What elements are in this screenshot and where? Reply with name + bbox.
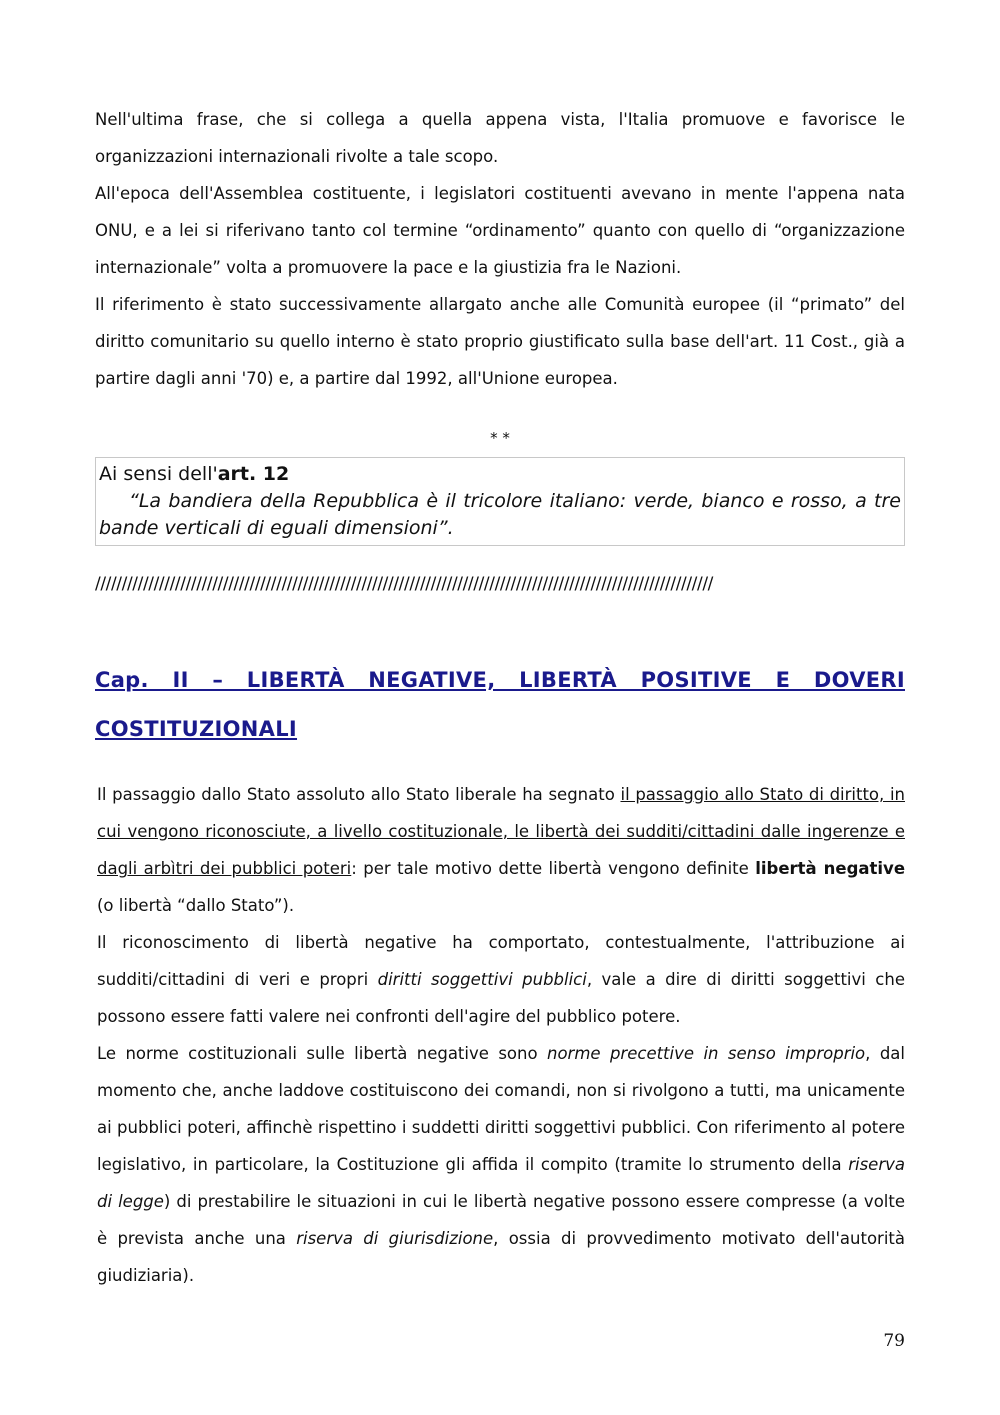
text-span: ) di prestabilire le situazioni in cui le libertà negative possono essere compresse (a volte è prevista anche una [97, 1192, 906, 1248]
paragraph-norme-precettive [95, 1035, 905, 1294]
text-span: , vale a dire di diritti soggettivi che possono essere fatti valere nei confronti dell'agire del pubblico potere. [97, 970, 905, 1026]
italic-term: norme precettive in senso improprio [546, 1044, 866, 1063]
text-span: , dal momento che, anche laddove costituiscono dei comandi, non si rivolgono a tutti, ma unicamente ai pubblici poteri, affinchè rispettino i suddetti diritti soggettivi pubblici. Con riferimento al potere legislativo, in particolare, la Costituzione gli affida il compito (tramite lo strumento della [97, 1044, 905, 1174]
page-content [95, 101, 905, 1294]
text-span: , ossia di provvedimento motivato dell'autorità giudiziaria). [97, 1229, 906, 1285]
text-span: Il riconoscimento di libertà negative ha comportato, contestualmente, l'attribuzione ai sudditi/cittadini di veri e propri [97, 933, 905, 989]
italic-term: riserva di giurisdizione [296, 1229, 494, 1248]
paragraph-liberta-negative [95, 776, 905, 924]
italic-term: diritti soggettivi pubblici [377, 970, 587, 989]
italic-term: riserva di legge [97, 1155, 905, 1211]
chapter-heading: Cap. II – LIBERTÀ NEGATIVE, LIBERTÀ POSITIVE E DOVERI COSTITUZIONALI [95, 668, 905, 741]
text-span: : per tale motivo dette libertà vengono definite [351, 859, 756, 878]
paragraph-diritti-soggettivi [95, 924, 905, 1035]
bold-term: libertà negative [755, 859, 906, 878]
paragraph-onu-1: Nell'ultima frase, che si collega a quella appena vista, l'Italia promuove e favorisce le organizzazioni internazionali rivolte a tale scopo. [95, 110, 905, 166]
article-intro-prefix: Ai sensi dell' [99, 463, 218, 485]
section-separator: * * [490, 429, 510, 447]
text-span: Il passaggio dallo Stato assoluto allo Stato liberale ha segnato [97, 785, 621, 804]
article-intro [99, 460, 901, 488]
text-span: (o libertà “dallo Stato”). [97, 896, 295, 915]
paragraph-onu-2: All'epoca dell'Assemblea costituente, i legislatori costituenti avevano in mente l'appena nata ONU, e a lei si riferivano tanto col termine “ordinamento” quanto con quello di “organizzazione internazionale” volta a promuovere la pace e la giustizia fra le Nazioni. [95, 184, 905, 277]
page-number: 79 [883, 1331, 905, 1351]
chapter-section [95, 776, 905, 1294]
paragraph-onu-3: Il riferimento è stato successivamente allargato anche alle Comunità europee (il “primato” del diritto comunitario su quello interno è stato proprio giustificato sulla base dell'art. 11 Cost., già a partire dagli anni '70) e, a partire dal 1992, all'Unione europea. [95, 295, 905, 388]
article-quote: “La bandiera della Repubblica è il tricolore italiano: verde, bianco e rosso, a tre bande verticali di eguali dimensioni”. [99, 490, 901, 539]
underlined-text: il passaggio allo Stato di diritto, in cui vengono riconosciute, a livello costituzionale, le libertà dei sudditi/cittadini dalle ingerenze e dagli arbìtri dei pubblici poteri [97, 785, 905, 878]
text-span: Le norme costituzionali sulle libertà negative sono [97, 1044, 547, 1063]
article-box [95, 457, 905, 546]
slash-divider: //////////////////////////////////////////////////////////////////////////////////////////////////////////////////// [95, 574, 713, 594]
article-reference: art. 12 [217, 463, 290, 485]
